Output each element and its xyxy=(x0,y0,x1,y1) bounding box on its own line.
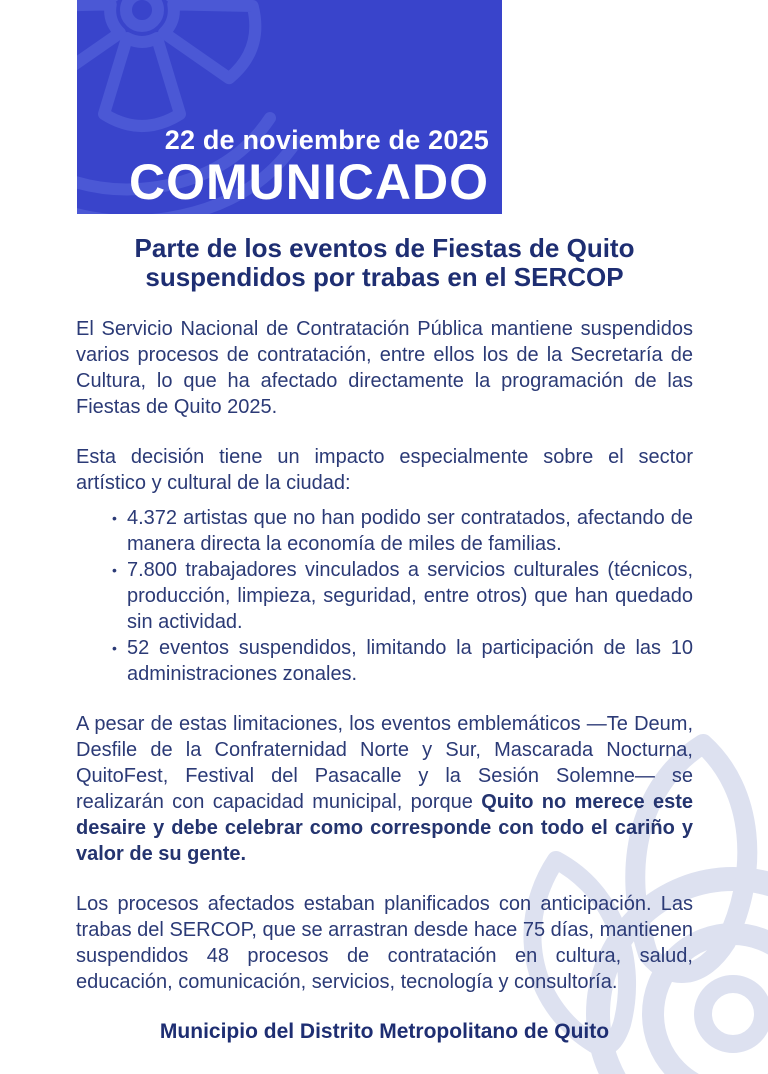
title-line-1: Parte de los eventos de Fiestas de Quito xyxy=(134,233,635,263)
banner-date: 22 de noviembre de 2025 xyxy=(164,124,489,155)
bullet-events: • 52 eventos suspendidos, limitando la participación de las 10 administraciones zonales. xyxy=(127,635,693,687)
bullet-artists: • 4.372 artistas que no han podido ser contratados, afectando de manera directa la economía de miles de familias. xyxy=(127,505,693,557)
paragraph-sercop-suspension: El Servicio Nacional de Contratación Pública mantiene suspendidos varios procesos de contratación, entre ellos los de la Secretaría de Cultura, lo que ha afectado directamente la programación de las Fiestas de Quito 2025. xyxy=(76,318,693,418)
announcement-title xyxy=(76,234,693,292)
banner-title: COMUNICADO xyxy=(129,153,489,210)
paragraph-affected-processes: Los procesos afectados estaban planificados con anticipación. Las trabas del SERCOP, que se arrastran desde hace 75 días, mantienen suspendidos 48 procesos de contratación en cultura, salud, educación, comunicación, servicios, tecnología y consultoría. xyxy=(76,893,693,993)
paragraph-impact-intro: Esta decisión tiene un impacto especialmente sobre el sector artístico y cultural de la ciudad: xyxy=(76,446,693,494)
announcement-body xyxy=(76,234,693,1045)
footer-signature: Municipio del Distrito Metropolitano de Quito xyxy=(159,1020,610,1043)
paragraph-emblematic-events xyxy=(76,711,693,867)
bullet-workers: • 7.800 trabajadores vinculados a servicios culturales (técnicos, producción, limpieza, seguridad, entre otros) que han quedado sin actividad. xyxy=(127,557,693,635)
title-line-2: suspendidos por trabas en el SERCOP xyxy=(145,262,624,292)
paragraph-emblematic-bold: Quito no merece este desaire y debe celebrar como corresponde con todo el cariño y valor de su gente. xyxy=(76,791,693,865)
header-banner xyxy=(77,0,502,214)
impact-bullet-list xyxy=(76,505,693,687)
paragraph-emblematic-regular: A pesar de estas limitaciones, los eventos emblemáticos —Te Deum, Desfile de la Confraternidad Norte y Sur, Mascarada Nocturna, QuitoFest, Festival del Pasacalle y la Sesión Solemne— se realizarán con capacidad municipal, porque xyxy=(76,713,693,813)
